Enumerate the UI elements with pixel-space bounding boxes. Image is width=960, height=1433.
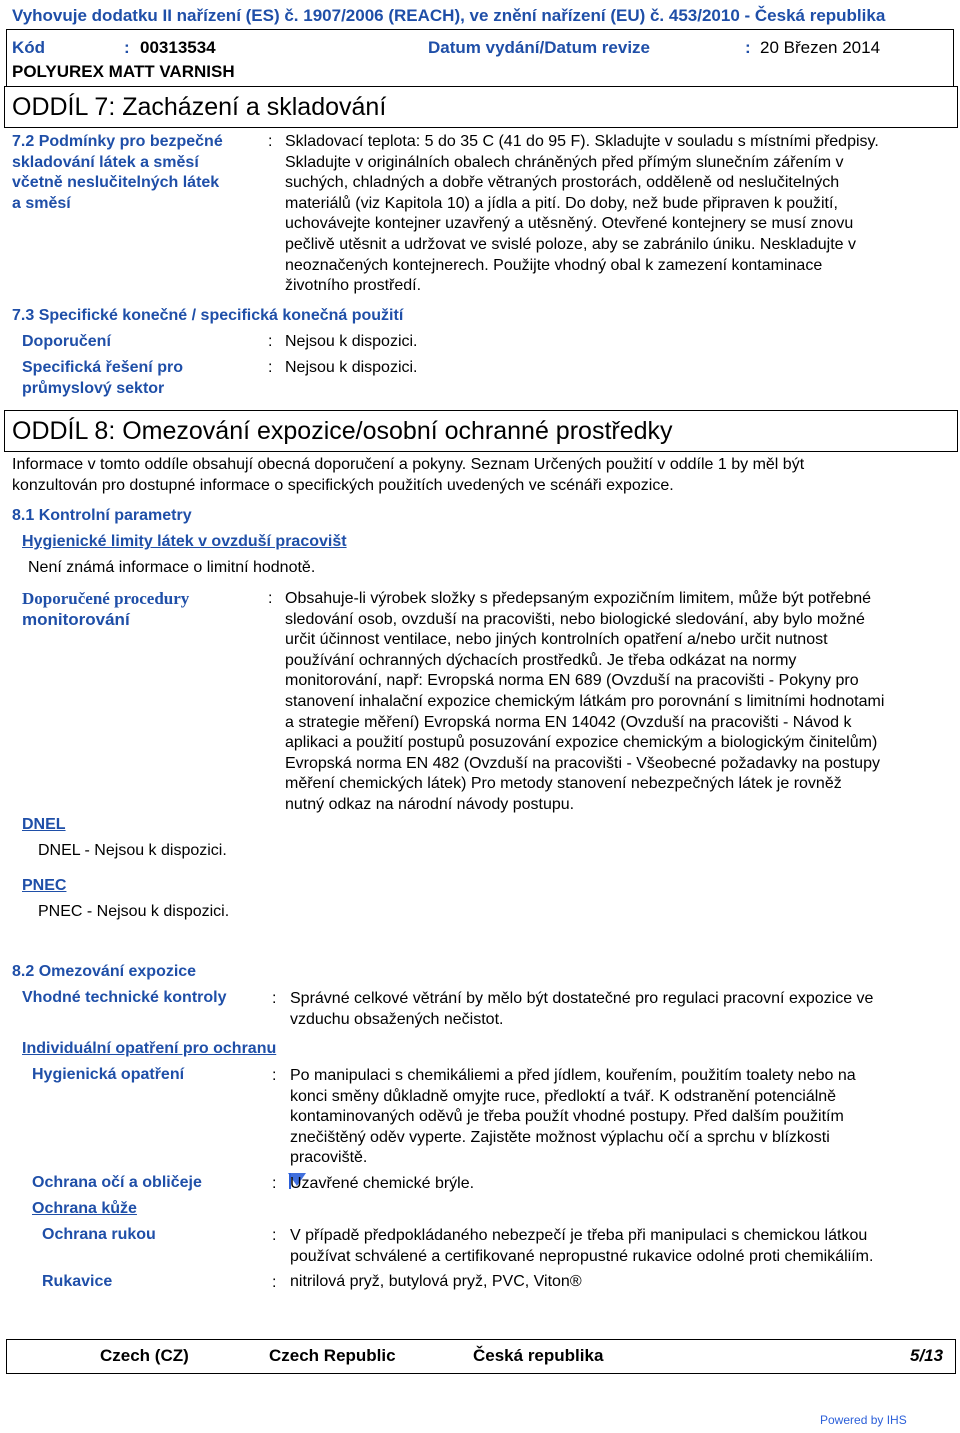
hygiene-label: Hygienická opatření bbox=[32, 1066, 185, 1083]
engineering-label: Vhodné technické kontroly bbox=[22, 989, 227, 1006]
footer-country-en: Czech Republic bbox=[269, 1346, 396, 1365]
dnel-title: DNEL bbox=[22, 816, 66, 833]
hand-label: Ochrana rukou bbox=[42, 1226, 156, 1243]
eye-text: Uzavřené chemické brýle. bbox=[290, 1175, 475, 1192]
recommendation-label: Doporučení bbox=[22, 333, 111, 350]
date-label: Datum vydání/Datum revize bbox=[428, 38, 651, 57]
skin-title: Ochrana kůže bbox=[32, 1200, 137, 1217]
section8-intro: Informace v tomto oddíle obsahují obecná doporučení a pokyny. Seznam Určených použití v oddíle 1 by měl být konzultován pro dostupné informace o specifických použitích uvedených ve scénáři expozice. bbox=[12, 456, 805, 494]
section8-title: ODDÍL 8: Omezování expozice/osobní ochranné prostředky bbox=[12, 417, 673, 445]
powered-by-link[interactable]: Powered by IHS bbox=[820, 1413, 907, 1427]
pnec-text: PNEC - Nejsou k dispozici. bbox=[38, 903, 230, 920]
oel-text: Není známá informace o limitní hodnotě. bbox=[28, 559, 316, 576]
storage-text: Skladovací teplota: 5 do 35 C (41 do 95 F). Skladujte v souladu s místními předpisy. Skladujte v originálních obalech chráněných před přímým slunečním zářením v suchých, chladných a dobře větraných prostorách, odděleně od neslučitelných materiálů (viz Kapitola 10) a jídla a pití. Do doby, než bude připraven k použití, uchovávejte kontejner uzavřený a utěsněný. Otevřené kontejnery se musí znovu pečlivě utěsnit a udržovat ve svislé poloze, aby se zabránilo úniku. Neskladujte v neoznačených kontejnerech. Použijte vhodný obal k zamezení kontaminace životního prostředí. bbox=[285, 133, 879, 295]
control-params-title: 8.1 Kontrolní parametry bbox=[12, 507, 192, 524]
dnel-text: DNEL - Nejsou k dispozici. bbox=[38, 842, 227, 859]
engineering-text: Správné celkové větrání by mělo být dostatečné pro regulaci pracovní expozice ve vzduchu obsažených nečistot. bbox=[290, 990, 874, 1028]
code-colon: : bbox=[124, 38, 130, 57]
monitoring-colon: : bbox=[268, 590, 273, 607]
gloves-label: Rukavice bbox=[42, 1273, 113, 1290]
hand-text: V případě předpokládaného nebezpečí je třeba při manipulaci s chemickou látkou používat schválené a certifikované nepropustné rukavice odolné proti chemikáliím. bbox=[290, 1227, 874, 1265]
page-number: 5/13 bbox=[910, 1346, 944, 1365]
section7-title: ODDÍL 7: Zacházení a skladování bbox=[12, 93, 387, 121]
gloves-colon: : bbox=[272, 1274, 277, 1291]
eye-label: Ochrana očí a obličeje bbox=[32, 1174, 202, 1191]
industrial-colon: : bbox=[268, 359, 273, 376]
engineering-colon: : bbox=[272, 990, 277, 1007]
industrial-value: Nejsou k dispozici. bbox=[285, 359, 418, 376]
code-label: Kód bbox=[12, 38, 46, 57]
exposure-title: 8.2 Omezování expozice bbox=[12, 963, 197, 980]
monitoring-label: Doporučené procedury monitorování bbox=[22, 589, 190, 629]
recommendation-value: Nejsou k dispozici. bbox=[285, 333, 418, 350]
pnec-title: PNEC bbox=[22, 877, 67, 894]
individual-title: Individuální opatření pro ochranu bbox=[22, 1040, 277, 1057]
product-name: POLYUREX MATT VARNISH bbox=[12, 62, 235, 81]
hand-colon: : bbox=[272, 1227, 277, 1244]
footer-lang: Czech (CZ) bbox=[100, 1346, 189, 1365]
end-use-title: 7.3 Specifické konečné / specifická konečná použití bbox=[12, 307, 404, 324]
date-value: 20 Březen 2014 bbox=[760, 38, 881, 57]
gloves-text: nitrilová pryž, butylová pryž, PVC, Viton® bbox=[290, 1273, 582, 1290]
code-value: 00313534 bbox=[140, 38, 216, 57]
hygiene-text: Po manipulaci s chemikáliemi a před jídlem, kouřením, použitím toalety nebo na konci směny důkladně omyjte ruce, předloktí a tvář. K odstranění potenciálně kontaminovaných oděvů je třeba použít vhodné postupy. Před dalším použitím znečištěný oděv vyperte. Zajistěte možnost výplachu očí a sprchu v blízkosti pracoviště. bbox=[290, 1067, 856, 1167]
monitoring-text: Obsahuje-li výrobek složky s předepsaným expozičním limitem, může být potřebné sledování osob, ovzduší na pracovišti, nebo biologické sledování, aby bylo možné určit účinnost ventilace, nebo jiných kontrolních opatření a/nebo určit nutnost používání ochranných dýchacích prostředků. Je třeba odkázat na normy monitorování, např: Evropská norma EN 689 (Ovzduší na pracovišti - Pokyny pro stanovení inhalační expozice chemickým látkám pro porovnání s limitními hodnotami a strategie měření) Evropská norma EN 14042 (Ovzduší na pracovišti - Návod k aplikaci a použití postupů posuzování expozice chemickým a biologickým činitelům) Evropská norma EN 482 (Ovzduší na pracovišti - Všeobecné požadavky na postupy měření chemických látek) Pro metody stanovení nebezpečných látek je rovněž nutný odkaz na národní návody postupu. bbox=[285, 590, 885, 813]
hygiene-colon: : bbox=[272, 1067, 277, 1084]
footer-country-cz: Česká republika bbox=[473, 1346, 604, 1365]
oel-title: Hygienické limity látek v ovzduší pracovišt bbox=[22, 533, 347, 550]
regulation-header: Vyhovuje dodatku II nařízení (ES) č. 1907/2006 (REACH), ve znění nařízení (EU) č. 453/2010 - Česká republika bbox=[12, 6, 886, 25]
storage-label: 7.2 Podmínky pro bezpečné skladování látek a směsí včetně neslučitelných látek a směsí bbox=[12, 133, 223, 212]
industrial-label: Specifická řešení pro průmyslový sektor bbox=[22, 359, 183, 397]
date-colon: : bbox=[745, 38, 751, 57]
storage-colon: : bbox=[268, 133, 273, 150]
eye-colon: : bbox=[272, 1175, 277, 1192]
recommendation-colon: : bbox=[268, 333, 273, 350]
